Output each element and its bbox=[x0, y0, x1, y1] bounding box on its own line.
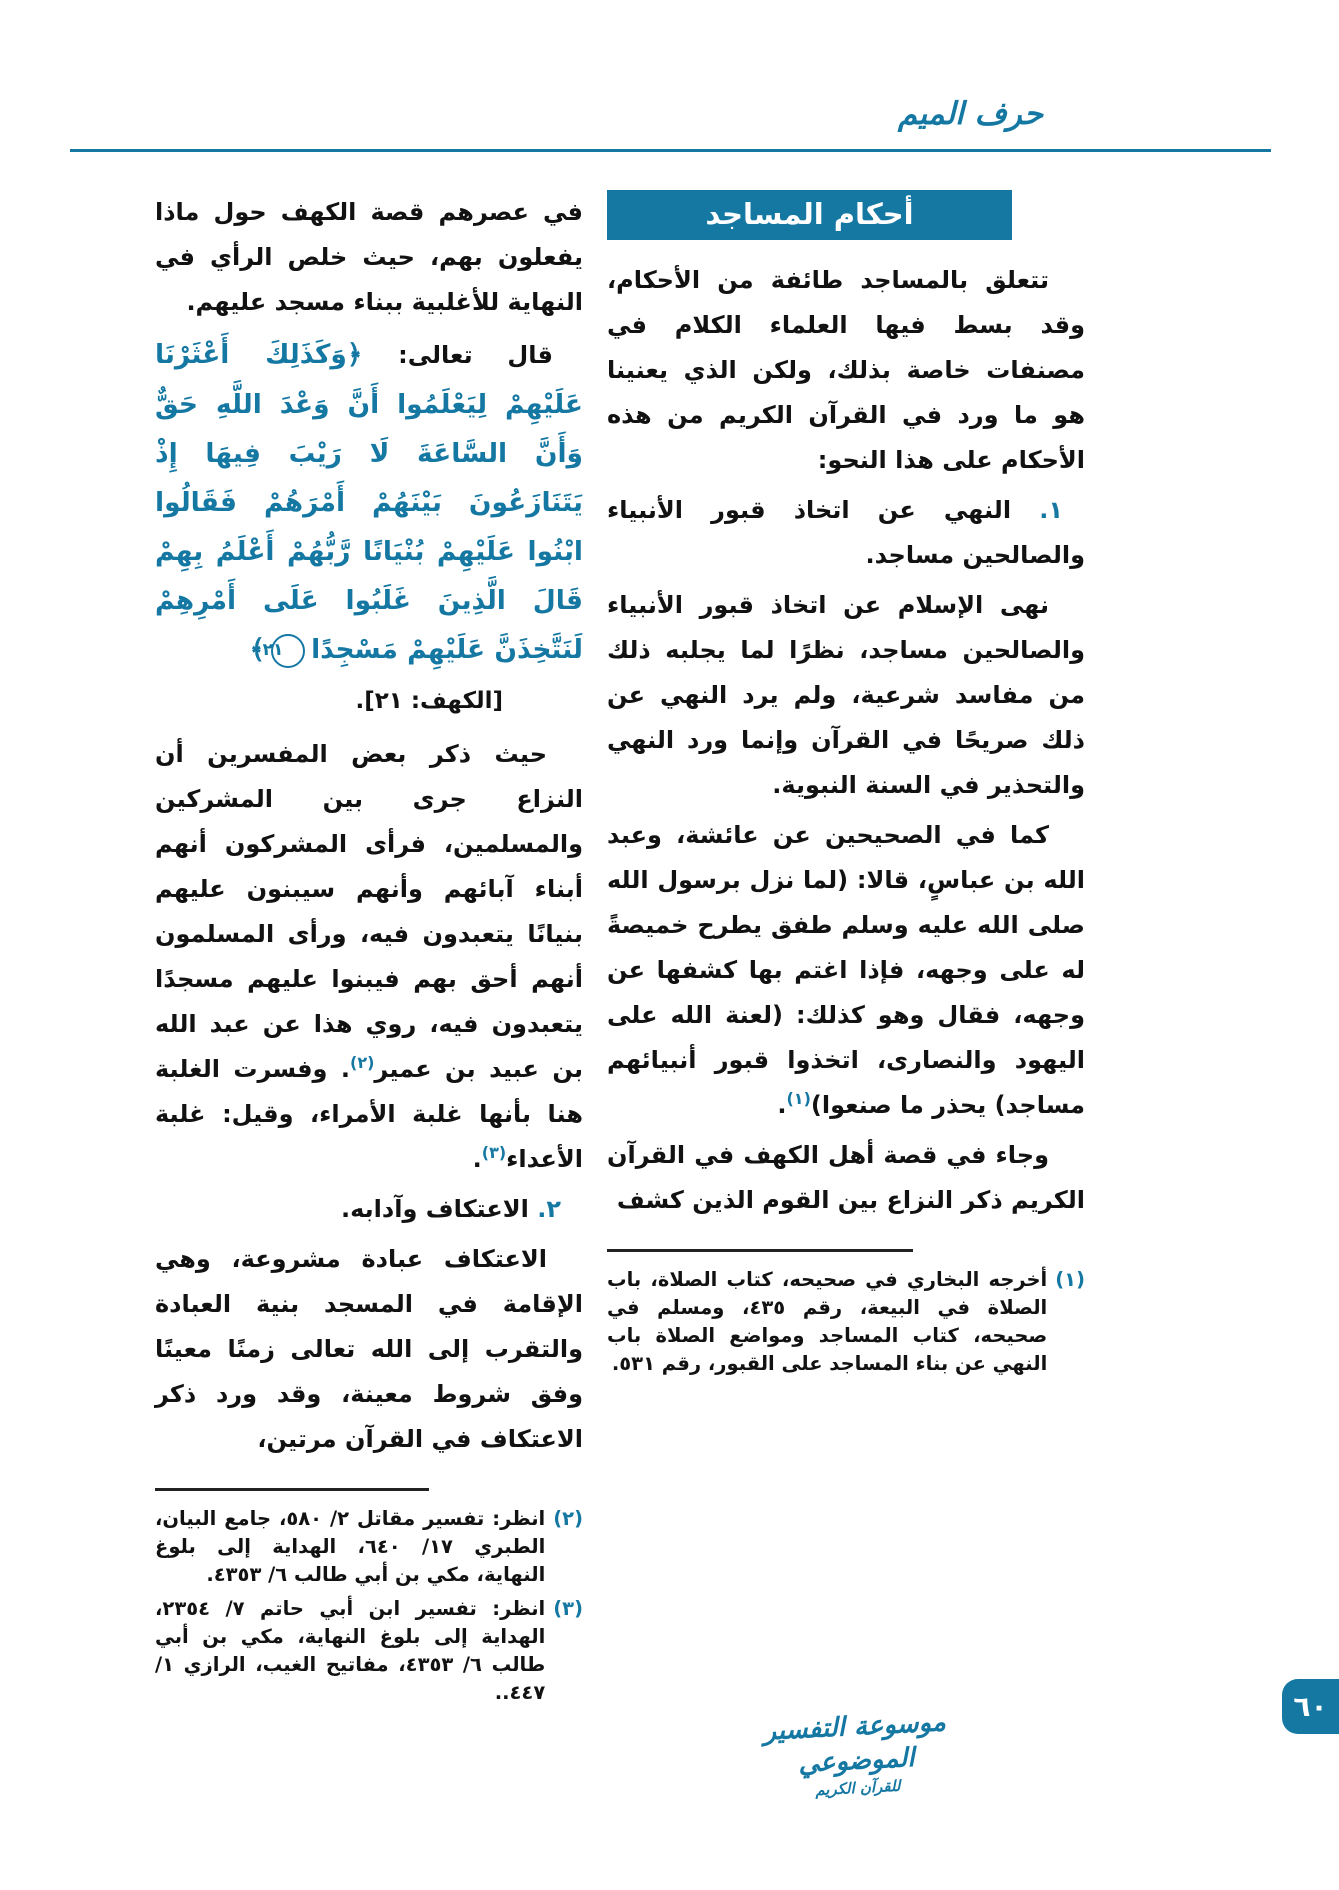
verse-text: ﴿وَكَذَلِكَ أَعْثَرْنَا عَلَيْهِمْ لِيَعْلَمُوا أَنَّ وَعْدَ اللَّهِ حَقٌّ وَأَنَّ السَّاعَةَ لَا رَيْبَ فِيهَا إِذْ يَتَنَازَعُونَ بَيْنَهُمْ أَمْرَهُمْ فَقَالُوا ابْنُوا عَلَيْهِمْ بُنْيَانًا رَّبُّهُمْ أَعْلَمُ بِهِمْ قَالَ الَّذِينَ غَلَبُوا عَلَى أَمْرِهِمْ لَنَتَّخِذَنَّ عَلَيْهِمْ مَسْجِدًا bbox=[155, 339, 583, 665]
footnote-ref-3: (٣) bbox=[481, 1143, 507, 1162]
paragraph-nahy: نهى الإسلام عن اتخاذ قبور الأنبياء والصالحين مساجد، نظرًا لما يجلبه ذلك من مفاسد شرعية، ولم يرد النهي عن ذلك صريحًا في القرآن وإنما ورد النهي والتحذير في السنة النبوية. bbox=[607, 591, 1085, 799]
footnote-2 bbox=[155, 1505, 583, 1589]
logo-title: موسوعة التفسير الموضوعي bbox=[762, 1707, 947, 1780]
heading-number: ١. bbox=[1039, 496, 1063, 524]
numbered-heading-2 bbox=[155, 1187, 583, 1232]
footnote-ref-2: (٢) bbox=[350, 1053, 375, 1072]
paragraph-hadith bbox=[607, 813, 1085, 1128]
paragraph-tafsir bbox=[155, 732, 583, 1182]
header-divider-rule bbox=[70, 149, 1271, 152]
verse-reference: [الكهف: ٢١]. bbox=[355, 688, 503, 714]
footnote-1 bbox=[607, 1266, 1085, 1378]
footnote-text: انظر: تفسير مقاتل ٢/ ٥٨٠، جامع البيان، الطبري ١٧/ ٦٤٠، الهداية إلى بلوغ النهاية، مكي بن أبي طالب ٦/ ٤٣٥٣. bbox=[155, 1506, 546, 1586]
hadith-text: كما في الصحيحين عن عائشة، وعبد الله بن عباسٍ، قالا: (لما نزل برسول الله صلى الله عليه وسلم طفق يطرح خميصةً له على وجهه، فإذا اغتم بها كشفها عن وجهه، فقال وهو كذلك: (لعنة الله على اليهود والنصارى، اتخذوا قبور أنبيائهم مساجد) يحذر ما صنعوا) bbox=[607, 821, 1085, 1119]
logo-subtitle: للقرآن الكريم bbox=[814, 1776, 901, 1800]
paragraph-continuation: في عصرهم قصة الكهف حول ماذا يفعلون بهم، حيث خلص الرأي في النهاية للأغلبية ببناء مسجد عليهم. bbox=[155, 198, 583, 316]
verse-close-bracket: ﴾ bbox=[249, 634, 266, 665]
footnote-separator-right bbox=[607, 1249, 913, 1252]
footnote-number: (٣) bbox=[553, 1596, 583, 1620]
paragraph-intro: تتعلق بالمساجد طائفة من الأحكام، وقد بسط فيها العلماء الكلام في مصنفات خاصة بذلك، ولكن الذي يعنينا هو ما ورد في القرآن الكريم من هذه الأحكام على هذا النحو: bbox=[607, 266, 1085, 474]
qala-taala-label: قال تعالى: bbox=[398, 341, 553, 369]
column-right bbox=[607, 190, 1085, 1713]
tafsir-text-b: . وفسرت الغلبة هنا بأنها غلبة الأمراء، وقيل: غلبة الأعداء bbox=[155, 1055, 583, 1173]
tafsir-tail: . bbox=[472, 1145, 482, 1173]
hadith-tail: . bbox=[777, 1091, 787, 1119]
ayah-number-badge: ٢١ bbox=[271, 634, 305, 668]
column-left bbox=[155, 190, 583, 1713]
tafsir-text-a: حيث ذكر بعض المفسرين أن النزاع جرى بين المشركين والمسلمين، فرأى المشركون أنهم أبناء آبائهم وأنهم سيبنون عليهم بنيانًا يتعبدون فيه، ورأى المسلمون أنهم أحق بهم فيبنوا عليهم مسجدًا يتعبدون فيه، روي هذا عن عبد الله بن عبيد بن عمير bbox=[155, 740, 583, 1083]
footnote-number: (١) bbox=[1055, 1267, 1085, 1291]
paragraph-itikaf: الاعتكاف عبادة مشروعة، وهي الإقامة في المسجد بنية العبادة والتقرب إلى الله تعالى زمنًا معينًا وفق شروط معينة، وقد ورد ذكر الاعتكاف في القرآن مرتين، bbox=[155, 1245, 583, 1453]
heading-label: الاعتكاف وآدابه. bbox=[340, 1195, 529, 1223]
section-title-box: أحكام المساجد bbox=[607, 190, 1012, 240]
footnote-text: أخرجه البخاري في صحيحه، كتاب الصلاة، باب الصلاة في البيعة، رقم ٤٣٥، ومسلم في صحيحه، كتاب المساجد ومواضع الصلاة باب النهي عن بناء المساجد على القبور، رقم ٥٣١. bbox=[607, 1267, 1048, 1375]
chapter-letter-heading: حرف الميم bbox=[897, 96, 1043, 132]
page-number-badge: ٦٠ bbox=[1282, 1679, 1339, 1734]
heading-label: النهي عن اتخاذ قبور الأنبياء والصالحين مساجد. bbox=[607, 496, 1085, 569]
publisher-logo bbox=[747, 1704, 965, 1803]
numbered-heading-1 bbox=[607, 488, 1085, 578]
paragraph-kahf: وجاء في قصة أهل الكهف في القرآن الكريم ذكر النزاع بين القوم الذين كشف bbox=[607, 1141, 1085, 1214]
heading-number: ٢. bbox=[537, 1195, 561, 1223]
footnote-ref-1: (١) bbox=[786, 1089, 811, 1108]
footnote-separator-left bbox=[155, 1488, 429, 1491]
footnote-text: انظر: تفسير ابن أبي حاتم ٧/ ٢٣٥٤، الهداية إلى بلوغ النهاية، مكي بن أبي طالب ٦/ ٤٣٥٣، مفاتيح الغيب، الرازي ١/ ٤٤٧.. bbox=[155, 1596, 546, 1704]
page-body bbox=[155, 190, 1085, 1713]
quran-verse bbox=[155, 330, 583, 674]
footnote-3 bbox=[155, 1595, 583, 1707]
footnote-number: (٢) bbox=[553, 1506, 583, 1530]
